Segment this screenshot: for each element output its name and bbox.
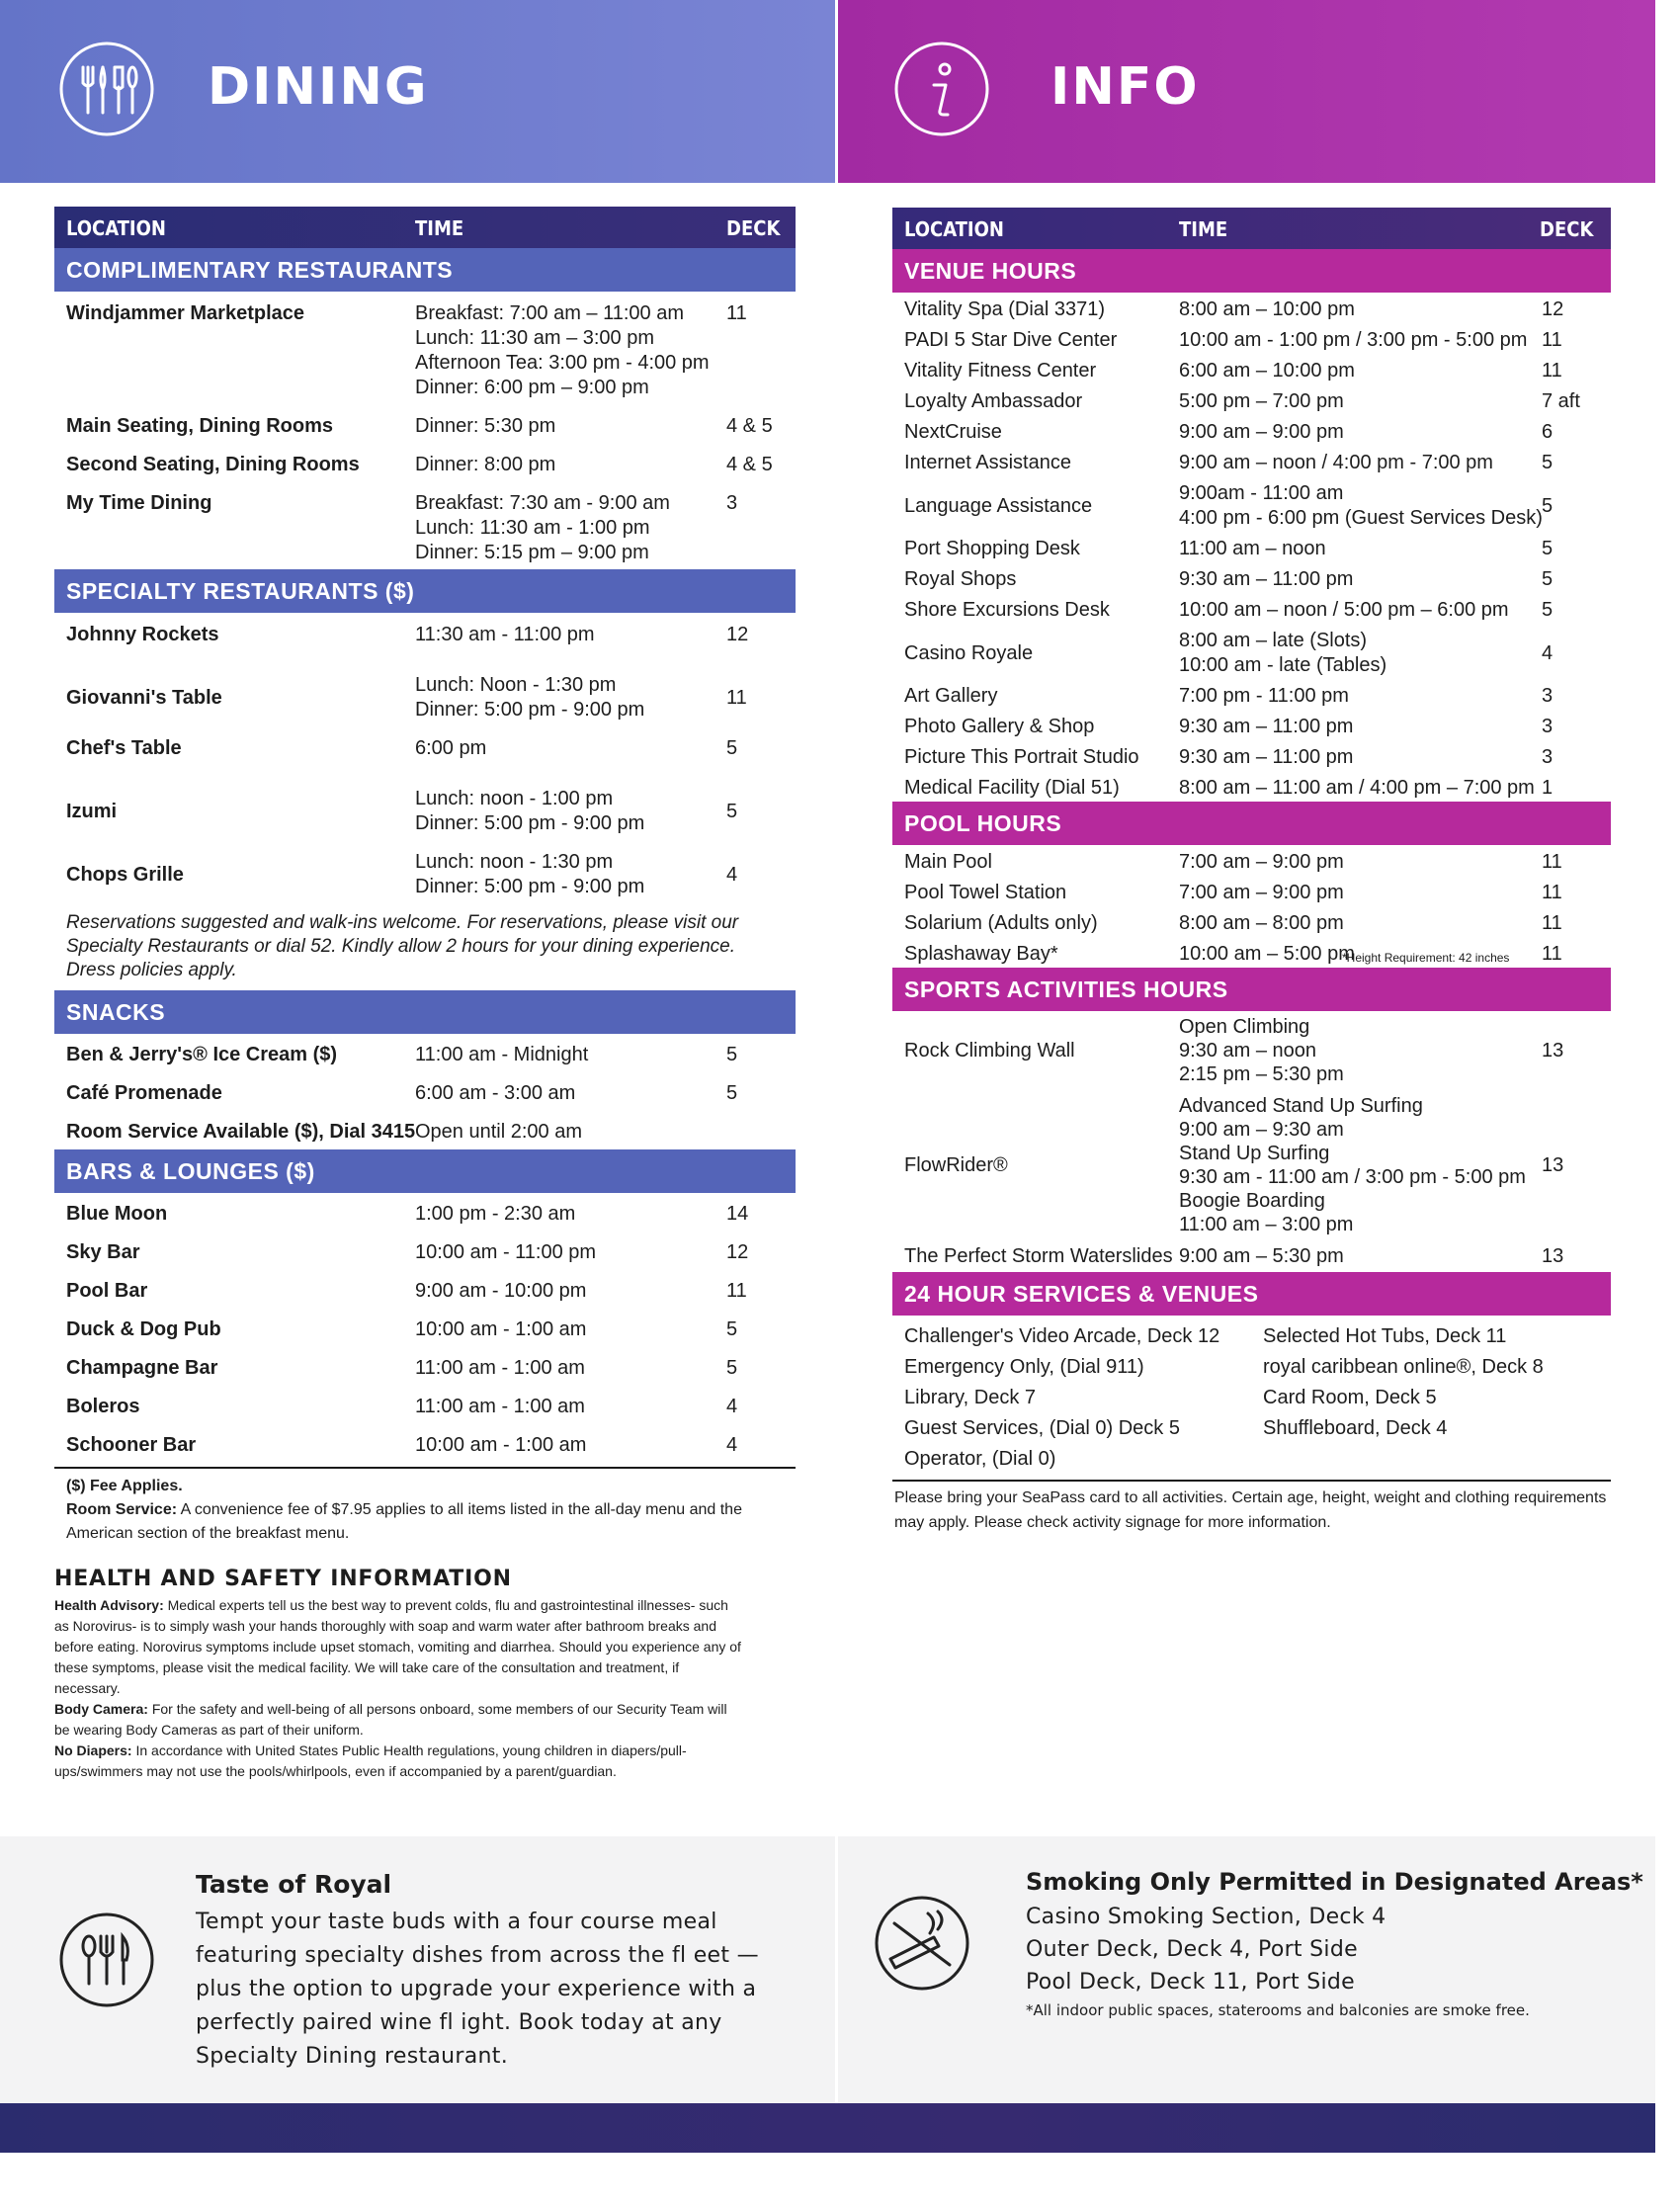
row-time: [1179, 1094, 1526, 1236]
row-deck: 3: [1542, 685, 1554, 707]
row-deck: 11: [1542, 360, 1562, 382]
row-deck: 4: [726, 1396, 738, 1417]
room-service-text: A convenience fee of $7.95 applies to all items listed in the all-day menu and the American section of the breakfast menu.: [66, 1501, 742, 1542]
table-row: [892, 532, 1611, 562]
section-bars: BARS & LOUNGES ($): [54, 1149, 796, 1193]
table-row: [54, 404, 796, 443]
table-row: [54, 1111, 796, 1149]
row-time: [1179, 537, 1326, 561]
row-location: Photo Gallery & Shop: [904, 716, 1095, 737]
time-line: 8:00 am – late (Slots): [1179, 630, 1368, 651]
info-column: [838, 0, 1655, 1531]
service-item: Selected Hot Tubs, Deck 11: [1263, 1325, 1507, 1347]
row-location: My Time Dining: [66, 492, 212, 514]
row-time: [1179, 297, 1355, 322]
row-location: Room Service Available ($), Dial 3415: [66, 1121, 416, 1143]
row-location: PADI 5 Star Dive Center: [904, 329, 1118, 351]
row-deck: 12: [726, 624, 749, 645]
header-time: TIME: [1179, 217, 1228, 241]
snacks-rows: [54, 1034, 796, 1149]
table-row: [892, 740, 1611, 771]
service-item: Emergency Only, (Dial 911): [904, 1356, 1144, 1378]
service-item: Challenger's Video Arcade, Deck 12: [904, 1325, 1220, 1347]
time-line: Dinner: 8:00 pm: [415, 454, 556, 475]
row-time: [1179, 359, 1355, 383]
section-specialty: SPECIALTY RESTAURANTS ($): [54, 569, 796, 613]
row-location: Internet Assistance: [904, 452, 1071, 473]
row-deck: 11: [1542, 851, 1562, 873]
row-location: Rock Climbing Wall: [904, 1040, 1075, 1062]
time-line: Dinner: 6:00 pm – 9:00 pm: [415, 377, 649, 398]
table-row: [892, 937, 1611, 968]
time-line: Lunch: 11:30 am – 3:00 pm: [415, 327, 655, 349]
time-line: 7:00 am – 9:00 pm: [1179, 851, 1344, 873]
smoking-line: Casino Smoking Section, Deck 4: [1026, 1905, 1386, 1929]
time-line: 9:00 am – 9:00 pm: [1179, 421, 1344, 443]
time-line: 11:00 am - 1:00 am: [415, 1396, 585, 1417]
advisory-label: Health Advisory:: [54, 1597, 164, 1613]
smoking-line: Pool Deck, Deck 11, Port Side: [1026, 1970, 1355, 1995]
row-time: [1179, 850, 1344, 875]
info-icon: [892, 40, 991, 138]
time-line: Dinner: 5:00 pm - 9:00 pm: [415, 876, 645, 897]
dining-column: [0, 0, 835, 1779]
row-location: Vitality Fitness Center: [904, 360, 1097, 382]
row-deck: 11: [726, 1280, 747, 1302]
time-line: 7:00 am – 9:00 pm: [1179, 882, 1344, 903]
seapass-note: Please bring your SeaPass card to all activities. Certain age, height, weight and clothing requirements may apply. Please check activity signage for more information.: [894, 1489, 1607, 1531]
table-row: [54, 1232, 796, 1270]
time-line: Boogie Boarding: [1179, 1190, 1325, 1212]
row-time: [415, 1043, 588, 1067]
row-deck: 11: [1542, 943, 1562, 965]
time-line: 9:30 am – 11:00 pm: [1179, 716, 1354, 737]
time-line: Dinner: 5:00 pm - 9:00 pm: [415, 699, 645, 721]
row-deck: 3: [1542, 716, 1554, 737]
service-item: Card Room, Deck 5: [1263, 1387, 1437, 1408]
row-time: [415, 673, 644, 722]
row-location: Medical Facility (Dial 51): [904, 777, 1120, 799]
row-time: [415, 1240, 596, 1265]
bars-rows: [54, 1193, 796, 1463]
no-smoking-icon: [873, 1894, 971, 1993]
row-location: Sky Bar: [66, 1241, 140, 1263]
time-line: 9:00 am – 5:30 pm: [1179, 1245, 1344, 1267]
time-line: 6:00 am - 3:00 am: [415, 1082, 576, 1104]
row-deck: 11: [1542, 882, 1562, 903]
time-line: Lunch: 11:30 am - 1:00 pm: [415, 517, 650, 539]
time-line: 10:00 am - 11:00 pm: [415, 1241, 597, 1263]
row-time: [1179, 389, 1344, 414]
smoking-title: Smoking Only Permitted in Designated Areas*: [1026, 1868, 1643, 1896]
info-table: [892, 208, 1611, 1539]
row-time: [415, 787, 644, 836]
time-line: Lunch: noon - 1:30 pm: [415, 851, 614, 873]
fee-label: ($) Fee Applies.: [66, 1478, 183, 1494]
time-line: 11:00 am - Midnight: [415, 1044, 589, 1065]
time-line: 9:30 am – noon: [1179, 1040, 1316, 1062]
row-location: Main Pool: [904, 851, 992, 873]
time-line: 10:00 am – 5:00 pm: [1179, 943, 1355, 965]
row-location: The Perfect Storm Waterslides: [904, 1245, 1173, 1267]
row-deck: 5: [1542, 494, 1554, 517]
info-title: INFO: [1050, 57, 1200, 117]
row-location: Casino Royale: [904, 641, 1034, 664]
table-row: [54, 1072, 796, 1111]
table-row: [54, 1347, 796, 1386]
diapers-label: No Diapers:: [54, 1742, 132, 1758]
smoking-footnote: *All indoor public spaces, staterooms and balconies are smoke free.: [1026, 2001, 1530, 2019]
specialty-rows: [54, 613, 796, 903]
time-line: 8:00 am – 8:00 pm: [1179, 912, 1344, 934]
row-location: Second Seating, Dining Rooms: [66, 454, 360, 475]
table-row: [54, 1193, 796, 1232]
row-time: [415, 1317, 586, 1342]
row-time: [1179, 715, 1353, 739]
time-line: 7:00 pm - 11:00 pm: [1179, 685, 1349, 707]
time-line: Lunch: noon - 1:00 pm: [415, 788, 614, 809]
row-time: [1179, 451, 1493, 475]
table-row: [54, 777, 796, 840]
row-time: [415, 623, 595, 647]
health-title: HEALTH AND SAFETY INFORMATION: [54, 1567, 512, 1591]
row-location: Art Gallery: [904, 685, 998, 707]
row-time: [1179, 684, 1349, 709]
table-row: [892, 593, 1611, 624]
service-item: Guest Services, (Dial 0) Deck 5: [904, 1417, 1180, 1439]
service-item: Shuffleboard, Deck 4: [1263, 1417, 1448, 1439]
time-line: Breakfast: 7:30 am - 9:00 am: [415, 492, 670, 514]
table-row: [892, 293, 1611, 323]
table-row: [892, 710, 1611, 740]
row-time: [415, 1081, 575, 1106]
time-line: 5:00 pm – 7:00 pm: [1179, 390, 1344, 412]
row-location: Boleros: [66, 1396, 140, 1417]
service-item: royal caribbean online®, Deck 8: [1263, 1356, 1544, 1378]
row-deck: 5: [1542, 538, 1554, 559]
time-line: Dinner: 5:00 pm - 9:00 pm: [415, 812, 645, 834]
row-time: [415, 414, 555, 439]
row-time: [1179, 598, 1509, 623]
row-deck: 3: [726, 492, 738, 514]
time-line: 11:30 am - 11:00 pm: [415, 624, 595, 645]
row-location: Language Assistance: [904, 494, 1093, 517]
row-deck: 4: [726, 863, 738, 886]
row-deck: 5: [726, 1318, 738, 1340]
row-time: [1179, 481, 1543, 531]
time-line: 1:00 pm - 2:30 am: [415, 1203, 576, 1225]
complimentary-rows: [54, 292, 796, 569]
table-row: [892, 679, 1611, 710]
camera-text: For the safety and well-being of all persons onboard, some members of our Security Team will be wearing Body Cameras as part of their uniform.: [54, 1701, 727, 1738]
row-location: Pool Bar: [66, 1280, 148, 1302]
diapers-text: In accordance with United States Public Health regulations, young children in diapers/pull-ups/swimmers may not use the pools/whirlpools, even if accompanied by a parent/guardian.: [54, 1742, 687, 1779]
row-deck: 5: [726, 737, 738, 759]
row-time: [415, 1395, 585, 1419]
time-line: 10:00 am – noon / 5:00 pm – 6:00 pm: [1179, 599, 1509, 621]
row-time: [415, 1356, 585, 1381]
row-deck: 4: [726, 1434, 738, 1456]
row-time: [1179, 567, 1353, 592]
taste-title: Taste of Royal: [196, 1870, 392, 1899]
time-line: 9:00 am – noon / 4:00 pm - 7:00 pm: [1179, 452, 1493, 473]
time-line: Stand Up Surfing: [1179, 1143, 1330, 1164]
row-time: [415, 491, 670, 565]
table-row: [54, 840, 796, 903]
row-location: Splashaway Bay*: [904, 943, 1058, 965]
table-row: [892, 1090, 1611, 1240]
dining-banner: [0, 0, 835, 183]
row-deck: 5: [726, 1082, 738, 1104]
table-row: [892, 446, 1611, 476]
camera-label: Body Camera:: [54, 1701, 148, 1717]
row-deck: 11: [1542, 329, 1562, 351]
row-deck: 5: [726, 1357, 738, 1379]
time-line: Open Climbing: [1179, 1016, 1310, 1038]
table-row: [54, 1424, 796, 1463]
section-complimentary: COMPLIMENTARY RESTAURANTS: [54, 248, 796, 292]
dining-table: [54, 207, 796, 1552]
table-row: [54, 726, 796, 777]
time-line: 9:30 am – 11:00 pm: [1179, 568, 1354, 590]
row-deck: 5: [1542, 452, 1554, 473]
table-row: [892, 845, 1611, 876]
row-deck: 6: [1542, 421, 1554, 443]
services-grid: [892, 1316, 1611, 1470]
row-deck: 5: [1542, 599, 1554, 621]
time-line: Dinner: 5:30 pm: [415, 415, 556, 437]
row-time: [415, 301, 710, 400]
row-location: Main Seating, Dining Rooms: [66, 415, 334, 437]
table-row: [892, 1240, 1611, 1272]
table-row: [892, 1011, 1611, 1090]
row-location: Blue Moon: [66, 1203, 168, 1225]
row-deck: 4: [1542, 641, 1554, 664]
time-line: 2:15 pm – 5:30 pm: [1179, 1063, 1344, 1085]
row-time: [1179, 911, 1344, 936]
sports-rows: [892, 1011, 1611, 1272]
row-location: Izumi: [66, 800, 118, 822]
row-location: Pool Towel Station: [904, 882, 1067, 903]
row-deck: 5: [726, 1044, 738, 1065]
row-location: Chops Grille: [66, 863, 184, 886]
service-item: Operator, (Dial 0): [904, 1448, 1056, 1470]
section-snacks: SNACKS: [54, 990, 796, 1034]
utensils-icon: [57, 1911, 156, 2009]
fee-notes: [54, 1469, 796, 1552]
row-location: Ben & Jerry's® Ice Cream ($): [66, 1044, 338, 1065]
time-line: Open until 2:00 am: [415, 1121, 582, 1143]
row-time: [415, 1279, 586, 1304]
row-deck: 12: [1542, 298, 1564, 320]
time-line: 9:00am - 11:00 am: [1179, 482, 1344, 504]
row-deck: 11: [726, 686, 747, 709]
row-deck: 4 & 5: [726, 454, 773, 475]
time-line: 11:00 am – noon: [1179, 538, 1326, 559]
header-deck: DECK: [1540, 217, 1594, 241]
dining-title: DINING: [208, 57, 429, 117]
row-location: Café Promenade: [66, 1082, 222, 1104]
row-deck: 7 aft: [1542, 390, 1580, 412]
row-deck: 11: [1542, 912, 1562, 934]
table-row: [54, 613, 796, 663]
pool-rows: [892, 845, 1611, 968]
row-deck: 13: [1542, 1040, 1564, 1062]
venue-rows: [892, 293, 1611, 802]
taste-of-royal-promo: [0, 1836, 835, 2103]
row-location: Port Shopping Desk: [904, 538, 1080, 559]
row-location: FlowRider®: [904, 1154, 1008, 1176]
row-location: Johnny Rockets: [66, 624, 219, 645]
row-time: [415, 1433, 586, 1458]
time-line: 10:00 am - 1:00 pm / 3:00 pm - 5:00 pm: [1179, 329, 1528, 351]
height-note: *Height Requirement: 42 inches: [1342, 951, 1510, 965]
time-line: 8:00 am – 11:00 am / 4:00 pm – 7:00 pm: [1179, 777, 1535, 799]
row-location: Chef's Table: [66, 737, 182, 759]
row-deck: 14: [726, 1203, 749, 1225]
time-line: Advanced Stand Up Surfing: [1179, 1095, 1423, 1117]
row-location: Windjammer Marketplace: [66, 302, 305, 324]
info-banner: [838, 0, 1655, 183]
row-location: NextCruise: [904, 421, 1002, 443]
row-deck: 3: [1542, 746, 1554, 768]
row-deck: 1: [1542, 777, 1554, 799]
time-line: Breakfast: 7:00 am – 11:00 am: [415, 302, 685, 324]
row-location: Champagne Bar: [66, 1357, 218, 1379]
row-time: [1179, 745, 1353, 770]
table-row: [892, 876, 1611, 906]
row-location: Loyalty Ambassador: [904, 390, 1083, 412]
header-location: LOCATION: [66, 216, 166, 240]
row-time: [1179, 420, 1344, 445]
row-location: Duck & Dog Pub: [66, 1318, 221, 1340]
row-deck: 4 & 5: [726, 415, 773, 437]
time-line: 11:00 am – 3:00 pm: [1179, 1214, 1354, 1235]
row-location: Vitality Spa (Dial 3371): [904, 298, 1106, 320]
table-row: [892, 562, 1611, 593]
time-line: Afternoon Tea: 3:00 pm - 4:00 pm: [415, 352, 710, 374]
specialty-note: Reservations suggested and walk-ins welcome. For reservations, please visit our Specialty Restaurants or dial 52. Kindly allow 2 hours for your dining experience. Dress policies apply.: [66, 912, 739, 980]
row-time: [415, 1202, 575, 1227]
header-time: TIME: [415, 216, 464, 240]
room-service-label: Room Service:: [66, 1501, 178, 1518]
row-deck: 11: [726, 302, 747, 324]
smoking-promo: [838, 1836, 1655, 2103]
row-deck: 12: [726, 1241, 749, 1263]
table-row: [892, 624, 1611, 679]
table-row: [892, 384, 1611, 415]
row-time: [415, 1120, 582, 1145]
row-time: [1179, 328, 1527, 353]
time-line: 6:00 pm: [415, 737, 487, 759]
time-line: 10:00 am - late (Tables): [1179, 654, 1387, 676]
taste-text: Tempt your taste buds with a four course meal featuring specialty dishes from across the fl eet — plus the option to upgrade your experience with a perfectly paired wine fl ight. Book today at any Specialty Dining restaurant.: [196, 1910, 759, 2069]
time-line: 9:00 am - 10:00 pm: [415, 1280, 587, 1302]
table-row: [54, 292, 796, 404]
utensils-icon: [57, 40, 156, 138]
time-line: 10:00 am - 1:00 am: [415, 1434, 587, 1456]
row-deck: 13: [1542, 1245, 1564, 1267]
row-location: Shore Excursions Desk: [904, 599, 1110, 621]
row-time: [1179, 942, 1510, 967]
time-line: 10:00 am - 1:00 am: [415, 1318, 587, 1340]
table-row: [892, 354, 1611, 384]
row-time: [415, 736, 486, 761]
footer-bar: [0, 2103, 1655, 2153]
service-item: Library, Deck 7: [904, 1387, 1037, 1408]
table-row: [54, 663, 796, 726]
section-services: 24 HOUR SERVICES & VENUES: [892, 1272, 1611, 1316]
table-row: [54, 1386, 796, 1424]
row-deck: 5: [1542, 568, 1554, 590]
section-venue: VENUE HOURS: [892, 249, 1611, 293]
time-line: 6:00 am – 10:00 pm: [1179, 360, 1355, 382]
table-row: [54, 1309, 796, 1347]
time-line: Dinner: 5:15 pm – 9:00 pm: [415, 542, 649, 563]
dining-table-header: [54, 207, 796, 248]
row-time: [1179, 1015, 1344, 1086]
time-line: Lunch: Noon - 1:30 pm: [415, 674, 617, 696]
table-row: [54, 1034, 796, 1072]
time-line: 8:00 am – 10:00 pm: [1179, 298, 1355, 320]
table-row: [892, 476, 1611, 532]
section-pool: POOL HOURS: [892, 802, 1611, 845]
health-safety: [54, 1567, 746, 1782]
info-table-header: [892, 208, 1611, 249]
time-line: 9:00 am – 9:30 am: [1179, 1119, 1344, 1141]
row-time: [1179, 1244, 1344, 1268]
smoking-lines: [1026, 1901, 1638, 1998]
row-location: Royal Shops: [904, 568, 1017, 590]
row-deck: 13: [1542, 1154, 1564, 1176]
time-line: 11:00 am - 1:00 am: [415, 1357, 585, 1379]
table-row: [54, 443, 796, 481]
time-line: 9:30 am - 11:00 am / 3:00 pm - 5:00 pm: [1179, 1166, 1526, 1188]
row-location: Giovanni's Table: [66, 686, 222, 709]
row-time: [415, 453, 555, 477]
table-row: [892, 415, 1611, 446]
row-time: [1179, 881, 1344, 905]
time-line: 9:30 am – 11:00 pm: [1179, 746, 1354, 768]
smoking-line: Outer Deck, Deck 4, Port Side: [1026, 1937, 1358, 1962]
row-location: Schooner Bar: [66, 1434, 197, 1456]
time-line: 4:00 pm - 6:00 pm (Guest Services Desk): [1179, 507, 1543, 529]
row-time: [1179, 629, 1386, 678]
advisory-text: Medical experts tell us the best way to prevent colds, flu and gastrointestinal illnesses- such as Norovirus- is to simply wash your hands thoroughly with soap and warm water after bathroom breaks and before eating. Norovirus symptoms include upset stomach, vomiting and diarrhea. Should you experience any of these symptoms, please visit the medical facility. We will take care of the consultation and treatment, if necessary.: [54, 1597, 741, 1696]
table-row: [892, 323, 1611, 354]
header-location: LOCATION: [904, 217, 1004, 241]
table-row: [892, 771, 1611, 802]
row-time: [415, 850, 644, 899]
row-time: [1179, 776, 1535, 801]
services-col-1: [904, 1321, 1219, 1475]
section-sports: SPORTS ACTIVITIES HOURS: [892, 968, 1611, 1011]
row-deck: 5: [726, 800, 738, 822]
header-deck: DECK: [726, 216, 781, 240]
row-location: Solarium (Adults only): [904, 912, 1098, 934]
table-row: [54, 481, 796, 569]
services-col-2: [1263, 1321, 1544, 1444]
table-row: [54, 1270, 796, 1309]
table-row: [892, 906, 1611, 937]
row-location: Picture This Portrait Studio: [904, 746, 1139, 768]
